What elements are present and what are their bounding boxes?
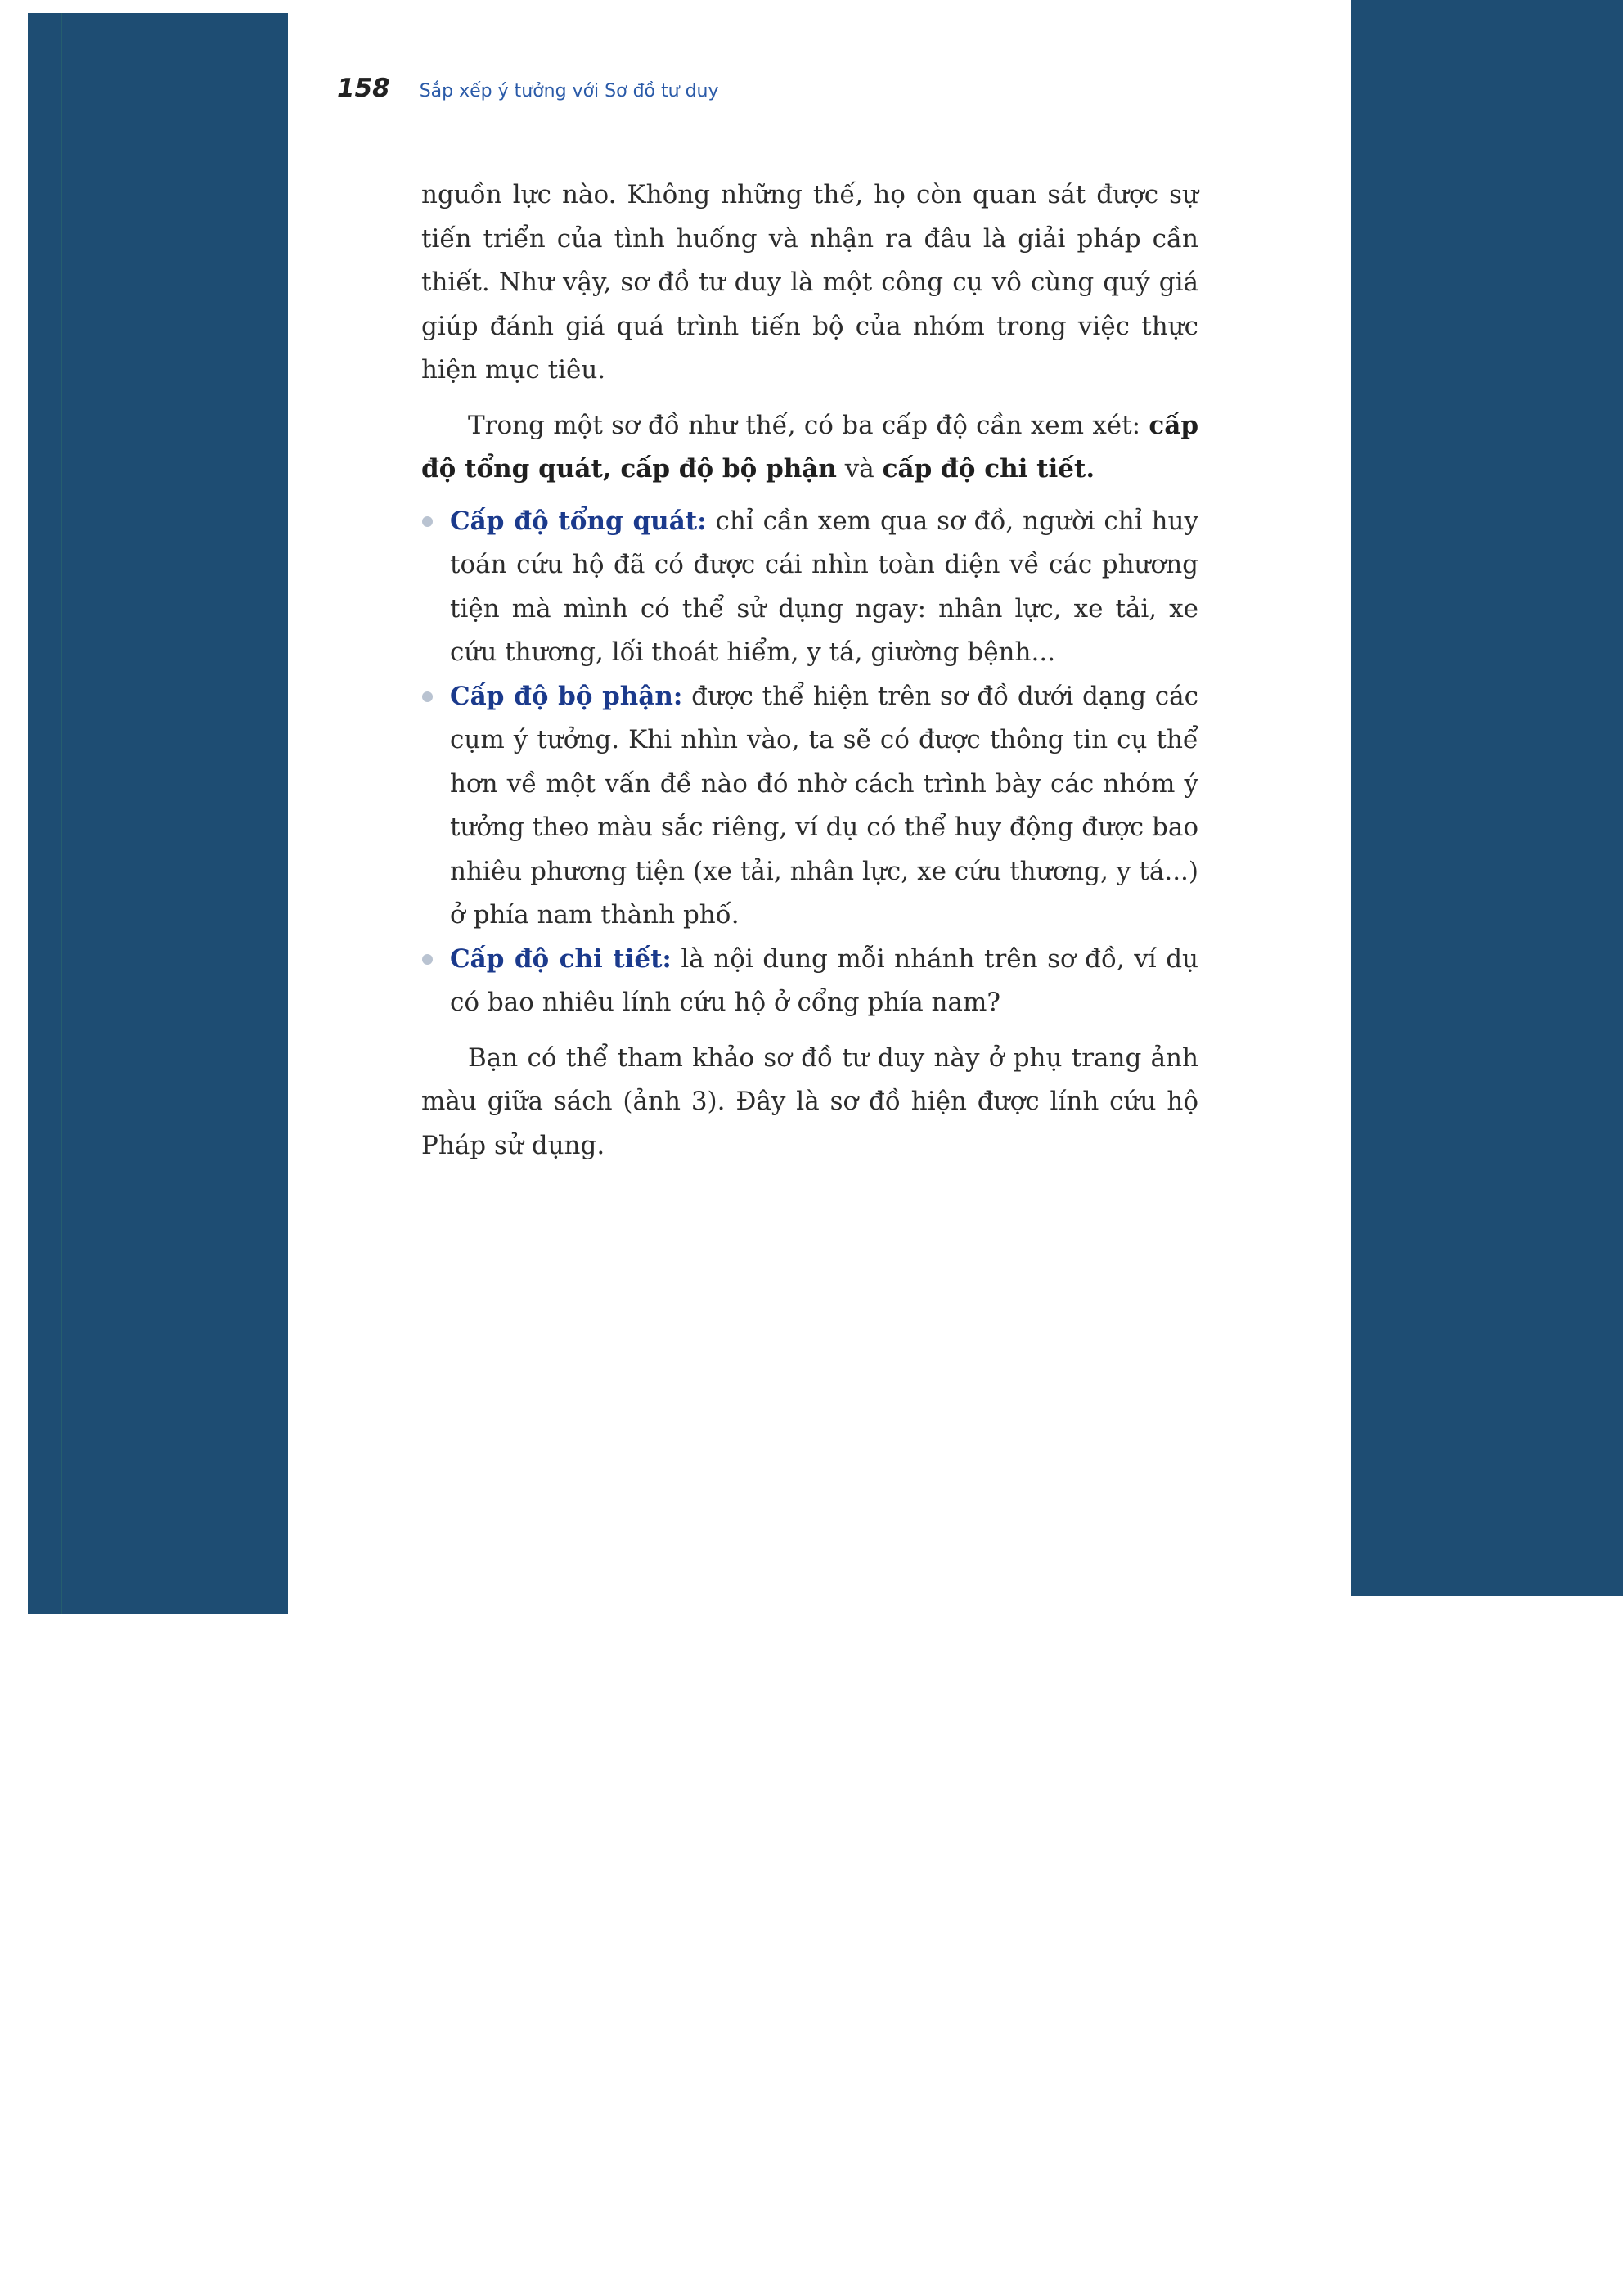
bullet-dot-icon (422, 954, 433, 965)
intro-bold-levels: cấp độ tổng quát, cấp độ bộ phận (421, 410, 1198, 484)
level-term: Cấp độ tổng quát: (450, 506, 707, 536)
intro-conjunction: và (836, 454, 883, 484)
level-description: được thể hiện trên sơ đồ dưới dạng các cụm ý tưởng. Khi nhìn vào, ta sẽ có được thông tin cụ thể hơn về một vấn đề nào đó nhờ cách trình bày các nhóm ý tưởng theo màu sắc riêng, ví dụ có thể huy động được bao nhiêu phương tiện (xe tải, nhân lực, xe cứu thương, y tá...) ở phía nam thành phố. (450, 681, 1198, 930)
intro-text: Trong một sơ đồ như thế, có ba cấp độ cần xem xét: (468, 410, 1149, 440)
bullet-dot-icon (422, 691, 433, 702)
list-item (421, 675, 1198, 938)
list-item (421, 938, 1198, 1025)
paragraph-reference: Bạn có thể tham khảo sơ đồ tư duy này ở phụ trang ảnh màu giữa sách (ảnh 3). Đây là sơ đồ hiện được lính cứu hộ Pháp sử dụng. (421, 1042, 1198, 1160)
level-term: Cấp độ bộ phận: (450, 681, 683, 711)
level-description: là nội dung mỗi nhánh trên sơ đồ, ví dụ có bao nhiêu lính cứu hộ ở cổng phía nam? (450, 943, 1199, 1017)
levels-list (421, 500, 1198, 1025)
list-item (421, 500, 1198, 675)
right-blue-band (1351, 0, 1623, 1596)
paragraph-levels-intro (421, 404, 1198, 492)
book-page (288, 13, 1351, 1614)
level-description: chỉ cần xem qua sơ đồ, người chỉ huy toán cứu hộ đã có được cái nhìn toàn diện về các phương tiện mà mình có thể sử dụng ngay: nhân lực, xe tải, xe cứu thương, lối thoát hiểm, y tá, giường bệnh... (450, 506, 1198, 667)
intro-bold-detail: cấp độ chi tiết. (882, 454, 1095, 484)
page-number: 158 (337, 74, 390, 103)
paragraph-continued: nguồn lực nào. Không những thế, họ còn quan sát được sự tiến triển của tình huống và nhận ra đâu là giải pháp cần thiết. Như vậy, sơ đồ tư duy là một công cụ vô cùng quý giá giúp đánh giá quá trình tiến bộ của nhóm trong việc thực hiện mục tiêu. (421, 180, 1198, 385)
body-text (421, 173, 1198, 1168)
page-header (337, 74, 719, 103)
running-title: Sắp xếp ý tưởng với Sơ đồ tư duy (419, 81, 719, 101)
bullet-dot-icon (422, 516, 433, 527)
left-blue-band (28, 13, 288, 1614)
level-term: Cấp độ chi tiết: (450, 943, 672, 974)
